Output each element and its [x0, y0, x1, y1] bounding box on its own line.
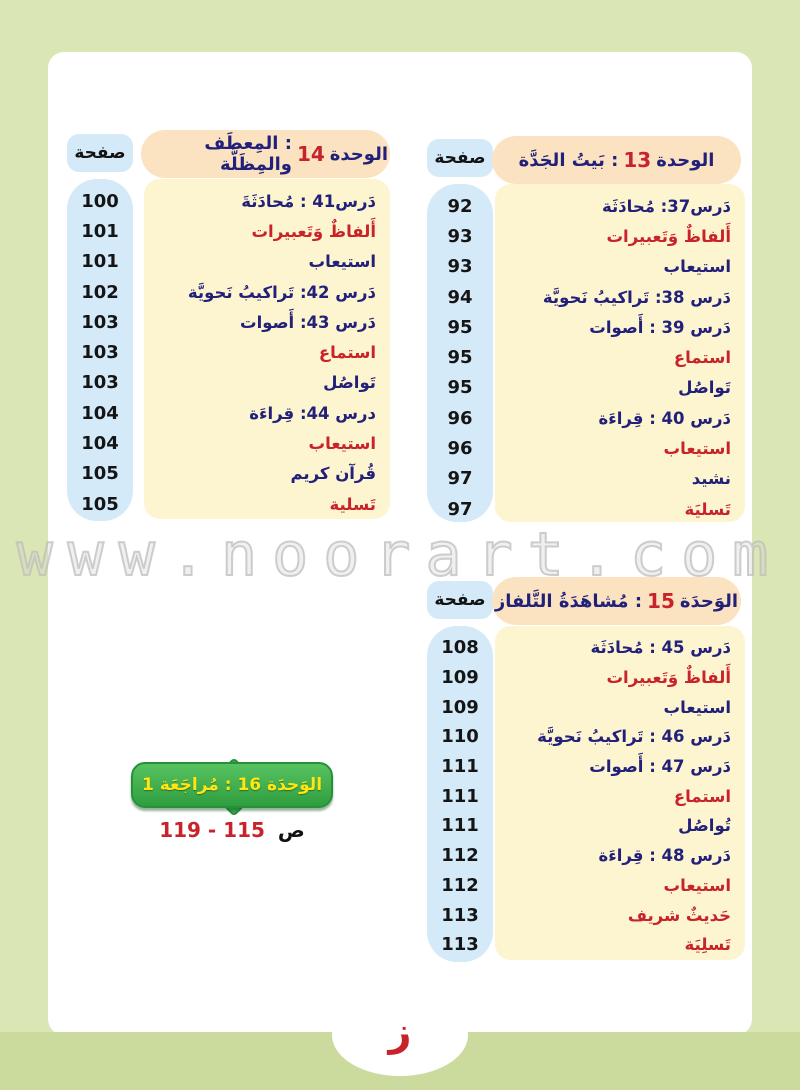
unit14-title-word: الوحدة: [329, 143, 388, 165]
toc-row: [154, 247, 376, 277]
toc-row: [505, 871, 731, 901]
toc-page-number: 104: [81, 402, 119, 424]
toc-entry-label: استيعاب: [663, 257, 731, 277]
unit13-page-column-header: [427, 139, 493, 177]
toc-page-number: 93: [447, 225, 473, 247]
toc-row: [505, 373, 731, 403]
toc-page-number: 108: [441, 637, 479, 659]
toc-entry-label: دَرس 48 : قِراءَة: [598, 846, 731, 866]
toc-entry-label: دَرس 39 : أَصوات: [589, 317, 731, 337]
toc-page-number: 95: [447, 347, 473, 369]
toc-entry-label: دَرس 42: تَراكيبُ نَحويَّة: [187, 282, 376, 302]
toc-entry-label: تَسلِيَة: [684, 935, 731, 955]
toc-entry-label: دَرس 43: أَصوات: [240, 312, 376, 332]
toc-entry-label: قُرآن كريم: [290, 464, 376, 484]
toc-row: [154, 398, 376, 428]
toc-page-number: 111: [441, 815, 479, 837]
toc-entry-label: أَلفاظٌ وَتَعبيرات: [606, 226, 731, 246]
toc-entry-label: تُواصُل: [678, 816, 731, 836]
page-column-label: صفحة: [434, 590, 486, 610]
toc-row: [505, 781, 731, 811]
toc-entry-label: استماع: [673, 348, 731, 368]
toc-page-number: 104: [81, 433, 119, 455]
toc-page-number: 97: [447, 468, 473, 490]
toc-page-number: 102: [81, 281, 119, 303]
toc-page-number: 94: [447, 286, 473, 308]
toc-page-number: 103: [81, 342, 119, 364]
toc-entry-label: استماع: [673, 786, 731, 806]
unit14-title-number: 14: [296, 142, 325, 166]
toc-row: [505, 811, 731, 841]
toc-row: [154, 186, 376, 216]
toc-entry-label: تَسليَة: [684, 499, 731, 519]
review-banner: [131, 762, 333, 808]
toc-page-number: 113: [441, 934, 479, 956]
noorart-watermark: www.noorart.com: [16, 520, 784, 590]
unit15-title-word: الوَحدَة: [679, 590, 739, 612]
toc-row: [505, 663, 731, 693]
unit15-title-name: : مُشاهَدَةُ التَّلفاز: [494, 590, 643, 612]
toc-entry-label: أَلفاظٌ وَتَعبيرات: [606, 668, 731, 688]
toc-page-number: 112: [441, 845, 479, 867]
toc-page-number: 95: [447, 377, 473, 399]
page-column-label: صفحة: [434, 148, 486, 168]
unit15-title-number: 15: [647, 589, 675, 613]
toc-row: [505, 433, 731, 463]
unit13-title: [492, 136, 741, 184]
toc-page-number: 109: [441, 667, 479, 689]
toc-row: [505, 722, 731, 752]
unit13-page-numbers: [427, 184, 493, 522]
toc-page-number: 112: [441, 874, 479, 896]
unit14-lesson-list: [144, 179, 390, 519]
toc-row: [505, 403, 731, 433]
toc-row: [154, 459, 376, 489]
toc-entry-label: دَرس 47 : أَصوات: [589, 757, 731, 777]
unit13-lesson-list: [495, 184, 745, 522]
toc-row: [505, 282, 731, 312]
review-pages-letter: ص: [277, 818, 305, 842]
page-letter-oval: [332, 994, 468, 1076]
toc-page-number: 103: [81, 311, 119, 333]
toc-page-number: 111: [441, 785, 479, 807]
toc-page-number: 111: [441, 756, 479, 778]
toc-entry-label: دَرس 46 : تَراكيبُ نَحويَّة: [537, 727, 731, 747]
toc-row: [505, 312, 731, 342]
toc-entry-label: دَرس37: مُحادَثَة: [601, 196, 731, 216]
unit13-title-number: 13: [623, 148, 652, 172]
toc-row: [154, 489, 376, 519]
toc-row: [505, 252, 731, 282]
toc-page-number: 95: [447, 316, 473, 338]
page-letter: ز: [388, 1009, 412, 1055]
toc-page-number: 113: [441, 904, 479, 926]
toc-page-number: 92: [447, 195, 473, 217]
toc-row: [154, 368, 376, 398]
toc-page-number: 96: [447, 438, 473, 460]
toc-page-number: 105: [81, 463, 119, 485]
toc-entry-label: دَرس 45 : مُحادَثَة: [590, 638, 731, 658]
toc-row: [505, 464, 731, 494]
toc-page-number: 110: [441, 726, 479, 748]
review-pages-numbers: 115 - 119: [159, 818, 265, 842]
toc-entry-label: دَرس41 : مُحادَثَةَ: [241, 191, 376, 211]
review-banner-label: الوَحدَة 16 : مُراجَعَة 1: [141, 775, 323, 795]
toc-entry-label: دَرس 38: تَراكيبُ نَحويَّة: [542, 287, 731, 307]
toc-row: [154, 277, 376, 307]
toc-entry-label: دَرس 40 : قِراءَة: [598, 408, 731, 428]
unit15-lesson-list: [495, 626, 745, 960]
toc-page-number: 100: [81, 190, 119, 212]
unit15-page-numbers: [427, 626, 493, 962]
toc-entry-label: تَسلية: [329, 494, 376, 514]
toc-entry-label: أَلفاظٌ وَتَعبيرات: [251, 221, 376, 241]
toc-row: [505, 930, 731, 960]
toc-entry-label: استيعاب: [663, 697, 731, 717]
toc-row: [154, 307, 376, 337]
toc-entry-label: حَديثٌ شريف: [627, 905, 731, 925]
unit14-title-name: : المِعطَف والمِظَلَّة: [204, 133, 292, 175]
toc-entry-label: استيعاب: [308, 252, 376, 272]
unit13-title-name: : بَيتُ الجَدَّة: [518, 149, 619, 171]
toc-page-number: 96: [447, 407, 473, 429]
toc-entry-label: استيعاب: [308, 434, 376, 454]
toc-row: [154, 428, 376, 458]
toc-row: [505, 900, 731, 930]
toc-row: [505, 221, 731, 251]
toc-row: [505, 692, 731, 722]
toc-entry-label: تَواصُل: [323, 373, 376, 393]
toc-page-number: 97: [447, 498, 473, 520]
toc-entry-label: تَواصُل: [678, 378, 731, 398]
unit14-page-column-header: [67, 134, 133, 172]
unit14-title: [141, 130, 390, 178]
page-column-label: صفحة: [74, 143, 126, 163]
toc-page-number: 105: [81, 493, 119, 515]
toc-row: [505, 342, 731, 372]
toc-row: [505, 191, 731, 221]
unit14-page-numbers: [67, 179, 133, 521]
toc-entry-label: نشيد: [691, 469, 731, 489]
toc-entry-label: درس 44: قِراءَة: [249, 403, 376, 423]
toc-page-number: 101: [81, 251, 119, 273]
toc-page-number: 109: [441, 696, 479, 718]
review-page-range: [121, 818, 343, 842]
toc-row: [505, 841, 731, 871]
toc-row: [505, 633, 731, 663]
toc-page-number: 103: [81, 372, 119, 394]
toc-page-number: 93: [447, 256, 473, 278]
toc-row: [154, 216, 376, 246]
toc-row: [505, 752, 731, 782]
toc-entry-label: استيعاب: [663, 439, 731, 459]
toc-page-number: 101: [81, 220, 119, 242]
toc-entry-label: استماع: [318, 343, 376, 363]
toc-entry-label: استيعاب: [663, 875, 731, 895]
toc-row: [154, 337, 376, 367]
unit13-title-word: الوحدة: [656, 149, 715, 171]
